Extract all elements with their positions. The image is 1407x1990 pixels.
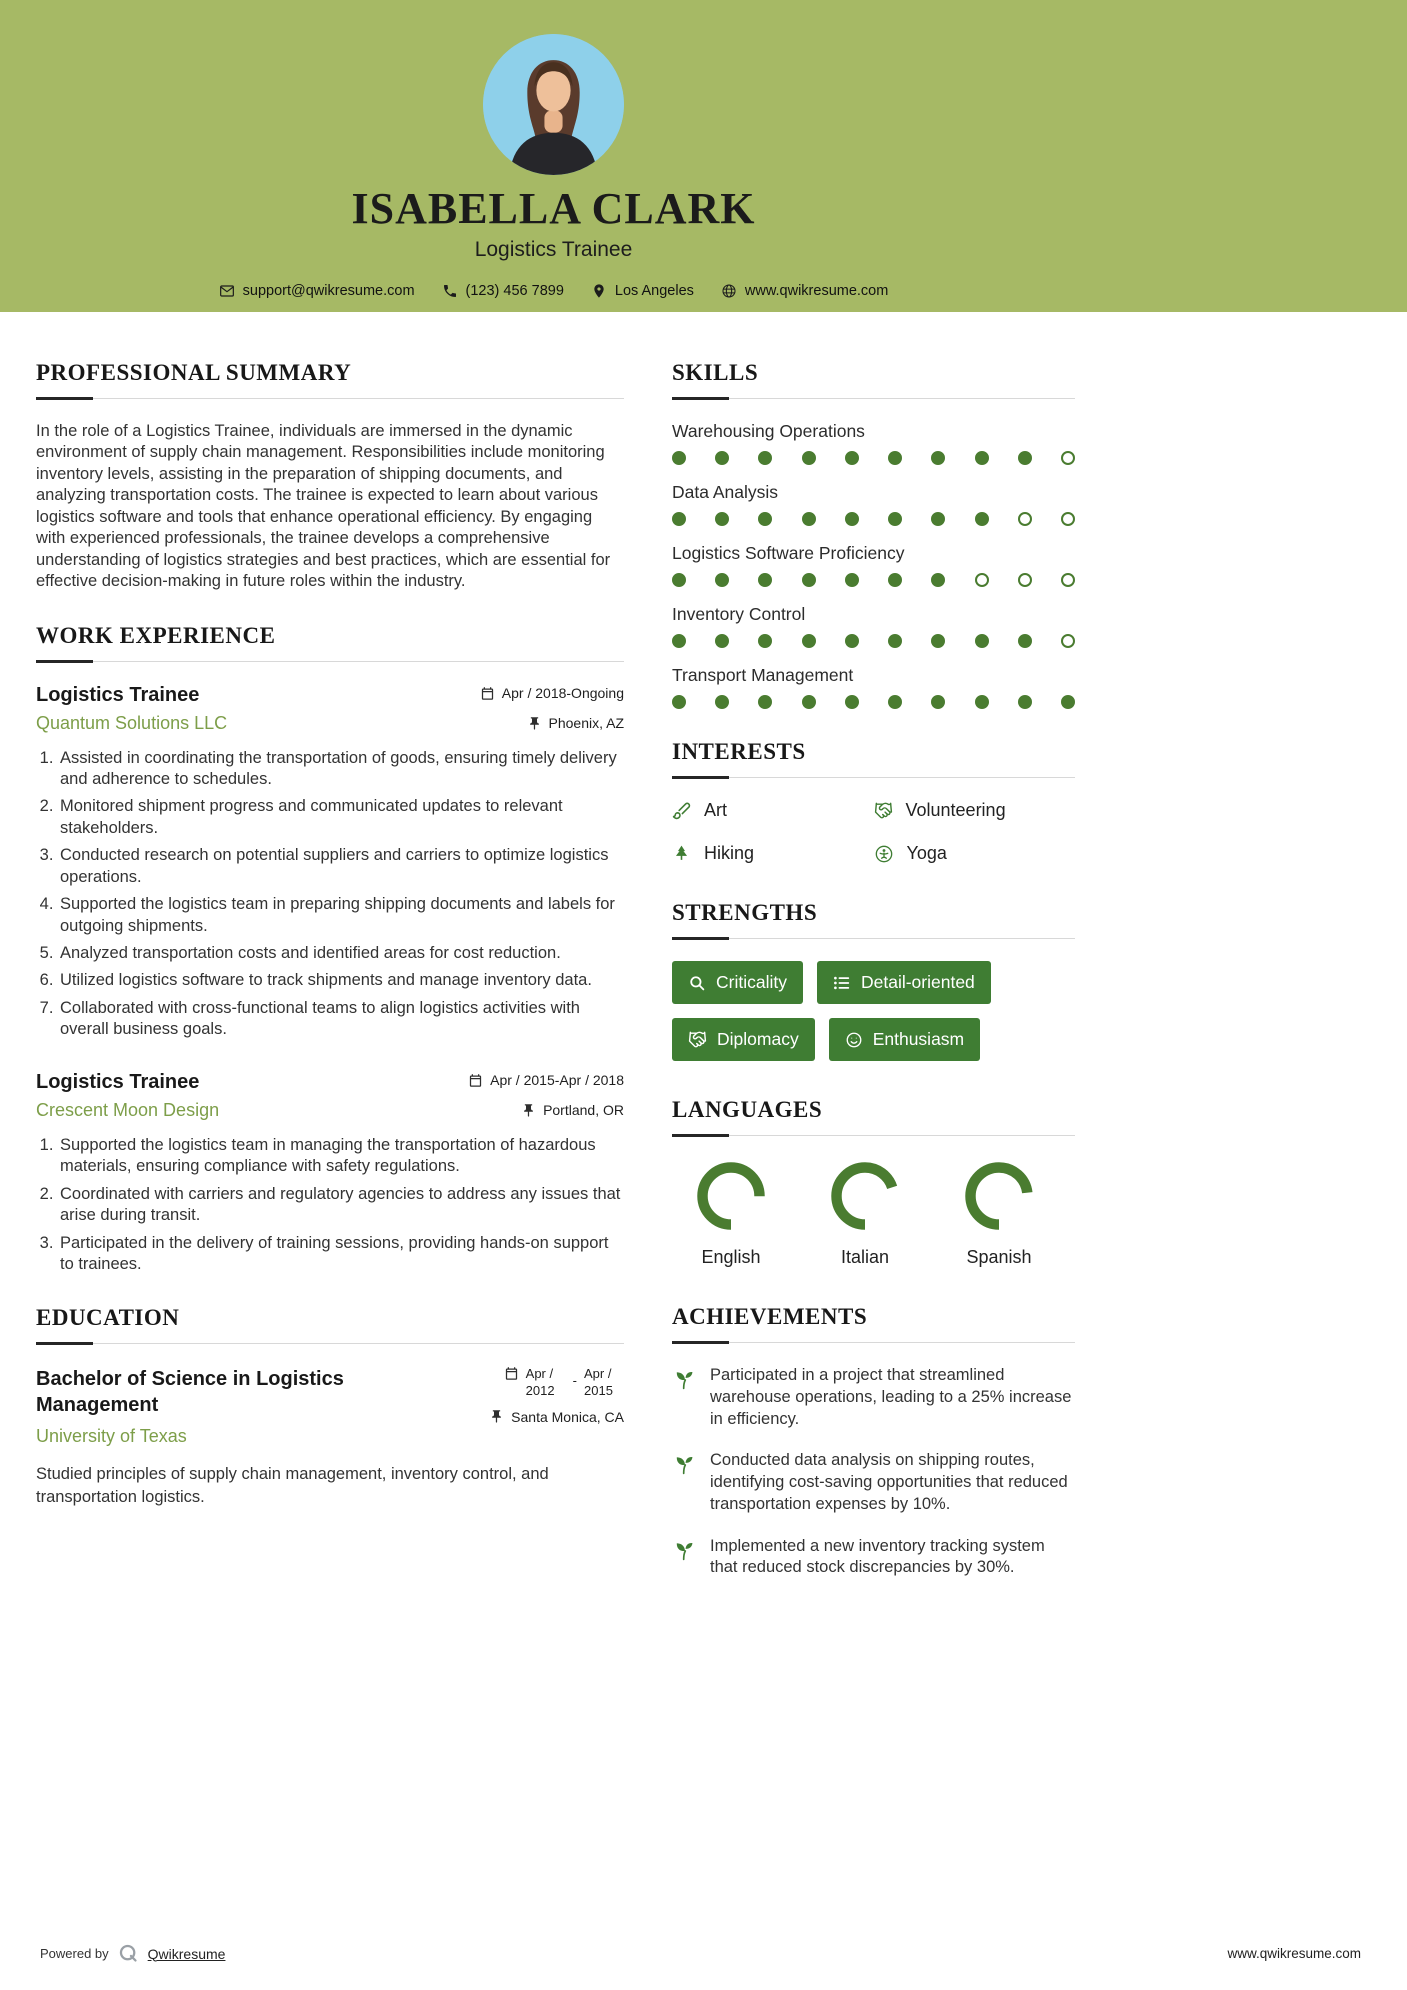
job-location — [521, 1102, 624, 1118]
language-ring — [827, 1158, 903, 1234]
rating-dot-filled — [845, 695, 859, 709]
header — [0, 0, 1407, 312]
strength-label: Detail-oriented — [860, 972, 975, 992]
rating-dot-filled — [975, 512, 989, 526]
rating-dot-filled — [802, 451, 816, 465]
rating-dot-empty — [1061, 634, 1075, 648]
calendar-icon — [468, 1073, 483, 1088]
pushpin-icon — [489, 1409, 504, 1424]
rating-dot-filled — [931, 695, 945, 709]
interest-label: Volunteering — [905, 800, 1006, 820]
right-column — [672, 360, 1075, 1609]
magnifier-icon — [688, 974, 706, 992]
handshake-icon — [874, 801, 893, 820]
achievement-text: Participated in a project that streamlined warehouse operations, leading to a 25% increase in efficiency. — [710, 1366, 1072, 1428]
skill-name: Logistics Software Proficiency — [672, 543, 905, 563]
location-pin-icon — [591, 283, 607, 299]
job-location — [527, 715, 625, 731]
rating-dot-filled — [931, 512, 945, 526]
rating-dot-filled — [758, 451, 772, 465]
interest-item — [874, 800, 1076, 821]
interest-label: Art — [704, 800, 728, 820]
person-title: Logistics Trainee — [474, 237, 633, 261]
skill-item — [672, 482, 1075, 526]
job-bullet: 1. Assisted in coordinating the transportation of goods, ensuring timely delivery and adherence to schedules. — [58, 748, 624, 791]
section-interests — [672, 739, 1075, 864]
job-bullet: 1. Supported the logistics team in managing the transportation of hazardous materials, ensuring compliance with safety regulations. — [58, 1135, 624, 1178]
languages-row — [672, 1158, 1075, 1268]
rating-dot-filled — [975, 695, 989, 709]
language-item — [810, 1158, 920, 1268]
rating-dot-filled — [931, 634, 945, 648]
smiley-icon — [845, 1031, 863, 1049]
language-ring — [961, 1158, 1037, 1234]
interest-label: Yoga — [906, 843, 947, 863]
job-bullet: 3. Participated in the delivery of training sessions, providing hands-on support to trainees. — [58, 1233, 624, 1276]
rating-dot-filled — [758, 573, 772, 587]
summary-text: In the role of a Logistics Trainee, individuals are immersed in the dynamic environment of supply chain management. Responsibilities include monitoring inventory levels, assisting in the preparation of shipping documents, and analyzing transportation costs. The trainee is expected to learn about various logistics software and tools that enhance operational efficiency. By engaging with experienced professionals, the trainee develops a comprehensive understanding of logistics strategies and best practices, which are essential for effective decision-making in future roles within the industry. — [36, 422, 611, 591]
achievement-text: Conducted data analysis on shipping routes, identifying cost-saving opportunities that reduced transportation expenses by 10%. — [710, 1451, 1068, 1513]
rating-dot-filled — [715, 634, 729, 648]
achievement-item — [672, 1365, 1075, 1430]
rating-dot-filled — [672, 512, 686, 526]
rating-dot-filled — [802, 695, 816, 709]
interests-grid — [672, 800, 1075, 864]
job-dates-text: Apr / 2018-Ongoing — [501, 685, 624, 701]
rating-dot-empty — [1018, 512, 1032, 526]
skills-list — [672, 421, 1075, 709]
yoga-icon — [874, 844, 894, 864]
education-date-end: Apr / 2015 — [584, 1366, 613, 1398]
job-dates-text: Apr / 2015-Apr / 2018 — [490, 1072, 624, 1089]
rating-dot-filled — [672, 451, 686, 465]
rating-dot-filled — [672, 634, 686, 648]
summary-heading: PROFESSIONAL SUMMARY — [36, 360, 624, 399]
rating-dot-filled — [931, 573, 945, 587]
skill-rating — [672, 634, 1075, 648]
skill-rating — [672, 512, 1075, 526]
rating-dot-filled — [802, 634, 816, 648]
job-bullets — [36, 1135, 624, 1276]
language-ring — [693, 1158, 769, 1234]
footer — [40, 1943, 1361, 1964]
rating-dot-filled — [845, 451, 859, 465]
skill-item — [672, 665, 1075, 709]
job-bullets — [36, 748, 624, 1041]
languages-heading: LANGUAGES — [672, 1097, 1075, 1136]
rating-dot-filled — [758, 695, 772, 709]
strength-label: Diplomacy — [717, 1029, 799, 1049]
language-label: Spanish — [966, 1247, 1032, 1267]
section-achievements — [672, 1304, 1075, 1579]
rating-dot-filled — [1061, 695, 1075, 709]
education-date-separator: - — [572, 1373, 577, 1389]
rating-dot-filled — [845, 573, 859, 587]
qwikresume-link[interactable]: Qwikresume — [147, 1945, 226, 1962]
rating-dot-filled — [888, 451, 902, 465]
rating-dot-filled — [845, 512, 859, 526]
sprout-icon — [672, 1537, 697, 1580]
work-heading: WORK EXPERIENCE — [36, 623, 624, 662]
job-bullet: 6. Utilized logistics software to track shipments and manage inventory data. — [58, 970, 624, 991]
rating-dot-filled — [802, 573, 816, 587]
skill-item — [672, 604, 1075, 648]
phone-text: (123) 456 7899 — [465, 282, 564, 299]
job-bullet: 3. Conducted research on potential suppliers and carriers to optimize logistics operations. — [58, 845, 624, 888]
powered-by — [40, 1943, 225, 1964]
phone-icon — [442, 283, 458, 299]
qwikresume-logo — [118, 1943, 139, 1964]
language-arc — [827, 1158, 903, 1234]
skill-name: Warehousing Operations — [672, 421, 865, 441]
rating-dot-empty — [1061, 512, 1075, 526]
contact-phone[interactable] — [442, 283, 564, 299]
section-education — [36, 1305, 624, 1508]
skill-rating — [672, 695, 1075, 709]
contact-location — [591, 283, 694, 299]
rating-dot-empty — [1018, 573, 1032, 587]
website-text: www.qwikresume.com — [744, 282, 889, 299]
rating-dot-filled — [888, 695, 902, 709]
job-company: Quantum Solutions LLC — [36, 712, 228, 733]
achievements-heading: ACHIEVEMENTS — [672, 1304, 1075, 1343]
strength-label: Enthusiasm — [872, 1029, 965, 1049]
handshake-icon — [688, 1030, 707, 1049]
list-icon — [833, 974, 851, 992]
strength-label: Criticality — [716, 972, 787, 992]
interests-heading: INTERESTS — [672, 739, 1075, 778]
contact-bar — [0, 283, 1107, 299]
rating-dot-filled — [975, 634, 989, 648]
profile-photo — [483, 34, 624, 175]
job-location-text: Phoenix, AZ — [548, 715, 624, 731]
person-name: ISABELLA CLARK — [351, 184, 756, 233]
job-dates — [480, 685, 624, 701]
rating-dot-filled — [758, 634, 772, 648]
rating-dot-filled — [1018, 634, 1032, 648]
school-name: University of Texas — [36, 1426, 187, 1447]
achievements-list — [672, 1365, 1075, 1579]
skill-name: Transport Management — [672, 665, 854, 685]
rating-dot-filled — [715, 512, 729, 526]
job-bullet: 7. Collaborated with cross-functional teams to align logistics activities with overall business goals. — [58, 998, 624, 1041]
section-summary — [36, 360, 624, 593]
section-strengths — [672, 900, 1075, 1061]
avatar — [483, 34, 624, 175]
skill-name: Data Analysis — [672, 482, 779, 502]
rating-dot-filled — [1018, 451, 1032, 465]
skill-rating — [672, 573, 1075, 587]
language-arc — [961, 1158, 1037, 1234]
achievement-item — [672, 1536, 1075, 1580]
education-location-text: Santa Monica, CA — [511, 1408, 624, 1425]
body — [0, 312, 1107, 1609]
language-arc — [693, 1158, 769, 1234]
job-bullet: 2. Monitored shipment progress and communicated updates to relevant stakeholders. — [58, 796, 624, 839]
skill-name: Inventory Control — [672, 604, 806, 624]
section-skills — [672, 360, 1075, 709]
strength-chip — [672, 1018, 815, 1061]
calendar-icon — [504, 1366, 519, 1381]
rating-dot-filled — [888, 634, 902, 648]
section-work — [36, 623, 624, 1276]
footer-website[interactable]: www.qwikresume.com — [1227, 1946, 1361, 1961]
rating-dot-filled — [802, 512, 816, 526]
rating-dot-filled — [931, 451, 945, 465]
globe-icon — [721, 283, 737, 299]
education-description: Studied principles of supply chain management, inventory control, and transportation logistics. — [36, 1465, 549, 1506]
paintbrush-icon — [672, 801, 691, 820]
strengths-list — [672, 961, 1075, 1061]
contact-email[interactable] — [219, 283, 415, 299]
rating-dot-empty — [1061, 451, 1075, 465]
language-label: Italian — [840, 1247, 890, 1267]
job-location-text: Portland, OR — [543, 1102, 624, 1119]
pushpin-icon — [527, 716, 542, 731]
job-dates — [468, 1072, 624, 1088]
skill-item — [672, 543, 1075, 587]
job-company: Crescent Moon Design — [36, 1099, 220, 1120]
job-bullet: 4. Supported the logistics team in preparing shipping documents and labels for outgoing shipments. — [58, 894, 624, 937]
skill-item — [672, 421, 1075, 465]
rating-dot-filled — [672, 573, 686, 587]
language-label: English — [701, 1247, 761, 1267]
interest-label: Hiking — [704, 843, 755, 863]
education-date-start: Apr / 2012 — [525, 1366, 555, 1398]
strength-chip — [817, 961, 991, 1004]
language-item — [676, 1158, 786, 1268]
section-languages — [672, 1097, 1075, 1268]
job-entry — [36, 684, 624, 1041]
achievement-item — [672, 1450, 1075, 1515]
job-bullet: 2. Coordinated with carriers and regulatory agencies to address any issues that arise during transit. — [58, 1184, 624, 1227]
job-entry — [36, 1071, 624, 1276]
sprout-icon — [672, 1366, 697, 1430]
skill-rating — [672, 451, 1075, 465]
education-dates — [504, 1366, 624, 1399]
degree-title: Bachelor of Science in Logistics Management — [36, 1368, 344, 1417]
rating-dot-filled — [672, 695, 686, 709]
strength-chip — [672, 961, 803, 1004]
job-bullet: 5. Analyzed transportation costs and identified areas for cost reduction. — [58, 943, 624, 964]
sprout-icon — [672, 1451, 697, 1515]
rating-dot-filled — [715, 573, 729, 587]
interest-item — [672, 843, 874, 864]
strength-chip — [829, 1018, 980, 1061]
education-location — [489, 1409, 624, 1425]
language-item — [944, 1158, 1054, 1268]
powered-by-text: Powered by — [40, 1946, 109, 1961]
location-text: Los Angeles — [614, 282, 694, 299]
job-title: Logistics Trainee — [36, 683, 200, 706]
rating-dot-filled — [888, 512, 902, 526]
contact-website[interactable] — [721, 283, 888, 299]
interest-item — [672, 800, 874, 821]
strengths-heading: STRENGTHS — [672, 900, 1075, 939]
interest-item — [874, 843, 1076, 864]
rating-dot-filled — [975, 451, 989, 465]
email-text: support@qwikresume.com — [242, 282, 415, 299]
rating-dot-empty — [1061, 573, 1075, 587]
rating-dot-filled — [845, 634, 859, 648]
left-column — [36, 360, 624, 1609]
rating-dot-filled — [1018, 695, 1032, 709]
skills-heading: SKILLS — [672, 360, 1075, 399]
calendar-icon — [480, 686, 495, 701]
rating-dot-filled — [715, 451, 729, 465]
header-inner — [0, 0, 1107, 299]
education-meta — [489, 1366, 624, 1447]
job-title: Logistics Trainee — [36, 1070, 200, 1093]
achievement-text: Implemented a new inventory tracking system that reduced stock discrepancies by 30%. — [710, 1536, 1045, 1577]
rating-dot-filled — [758, 512, 772, 526]
pine-tree-icon — [672, 844, 691, 863]
envelope-icon — [219, 283, 235, 299]
pushpin-icon — [521, 1103, 536, 1118]
rating-dot-filled — [888, 573, 902, 587]
rating-dot-filled — [715, 695, 729, 709]
education-heading: EDUCATION — [36, 1305, 624, 1344]
rating-dot-empty — [975, 573, 989, 587]
